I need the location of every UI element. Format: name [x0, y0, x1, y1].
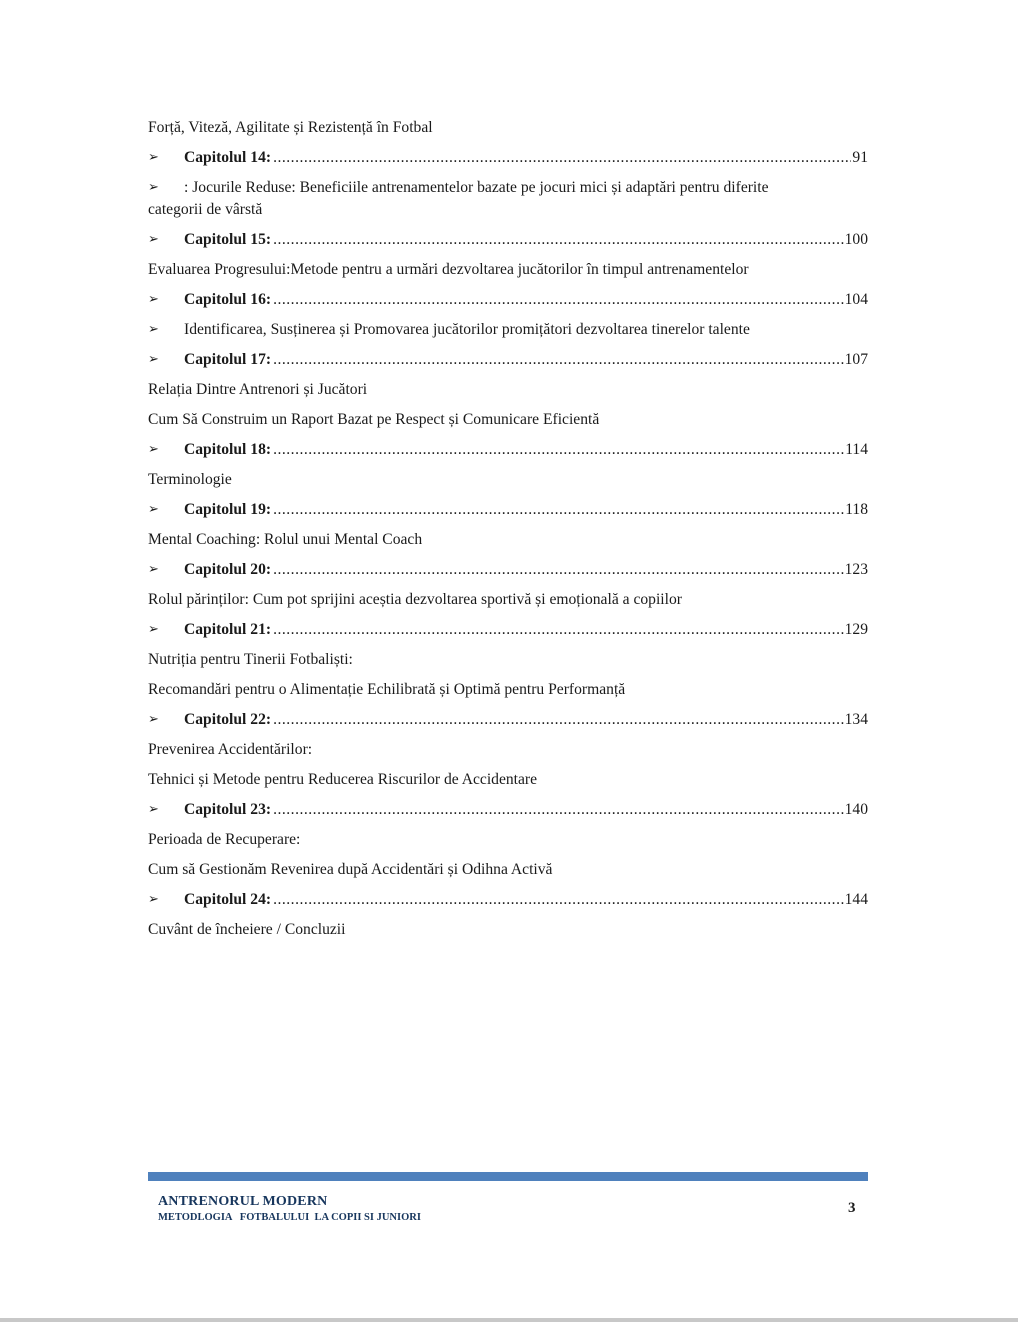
dot-leader — [273, 499, 844, 521]
arrowhead-bullet-icon: ➢ — [148, 232, 159, 247]
chapter-label: Capitolul 18: — [184, 441, 272, 458]
arrowhead-bullet-icon: ➢ — [148, 292, 159, 307]
dot-leader — [273, 799, 844, 821]
dot-leader — [273, 289, 844, 311]
chapter-page-number: 140 — [844, 801, 868, 818]
toc-text-line: Cum Să Construim un Raport Bazat pe Respect și Comunicare Eficientă — [148, 411, 600, 428]
arrowhead-bullet-icon: ➢ — [148, 712, 159, 727]
chapter-page-number: 134 — [844, 711, 868, 728]
toc-text-line: Perioada de Recuperare: — [148, 831, 301, 848]
chapter-page-number: 104 — [844, 291, 868, 308]
page-bottom-edge — [0, 1318, 1018, 1322]
toc-text-line: Nutriția pentru Tinerii Fotbaliști: — [148, 651, 353, 668]
toc-chapter-entry[interactable] — [148, 147, 868, 169]
toc-chapter-entry[interactable] — [148, 619, 868, 641]
dot-leader — [273, 229, 844, 251]
dot-leader — [273, 559, 844, 581]
chapter-page-number: 107 — [844, 351, 868, 368]
chapter-page-number: 123 — [844, 561, 868, 578]
table-of-contents — [148, 117, 868, 949]
toc-text-line: Forță, Viteză, Agilitate și Rezistență în Fotbal — [148, 119, 433, 136]
footer-title: ANTRENORUL MODERN — [158, 1194, 328, 1209]
dot-leader — [273, 349, 844, 371]
arrowhead-bullet-icon: ➢ — [148, 150, 159, 165]
arrowhead-bullet-icon: ➢ — [148, 442, 159, 457]
chapter-label: Capitolul 23: — [184, 801, 272, 818]
toc-chapter-entry[interactable] — [148, 889, 868, 911]
chapter-page-number: 129 — [844, 621, 868, 638]
arrowhead-bullet-icon: ➢ — [148, 562, 159, 577]
chapter-page-number: 114 — [845, 441, 868, 458]
toc-text-line: Prevenirea Accidentărilor: — [148, 741, 313, 758]
footer-subtitle: METODLOGIA FOTBALULUI LA COPII SI JUNIORI — [158, 1212, 421, 1223]
chapter-label: Capitolul 14: — [184, 149, 272, 166]
chapter-label: Capitolul 22: — [184, 711, 272, 728]
page-number: 3 — [848, 1200, 856, 1216]
chapter-label: Capitolul 21: — [184, 621, 272, 638]
toc-text-line: Rolul părinților: Cum pot sprijini aceștia dezvoltarea sportivă și emoțională a copiilor — [148, 591, 682, 608]
arrowhead-bullet-icon: ➢ — [148, 802, 159, 817]
arrowhead-bullet-icon: ➢ — [148, 502, 159, 517]
dot-leader — [273, 439, 844, 461]
dot-leader — [273, 889, 844, 911]
toc-text-line: Cum să Gestionăm Revenirea după Accidentări și Odihna Activă — [148, 861, 553, 878]
toc-chapter-entry[interactable] — [148, 799, 868, 821]
toc-text-line: Recomandări pentru o Alimentație Echilibrată și Optimă pentru Performanță — [148, 681, 626, 698]
toc-text-line: Relația Dintre Antrenori și Jucători — [148, 381, 368, 398]
dot-leader — [273, 147, 851, 169]
toc-chapter-entry[interactable] — [148, 439, 868, 461]
chapter-page-number: 91 — [852, 149, 868, 166]
arrowhead-bullet-icon: ➢ — [148, 892, 159, 907]
dot-leader — [273, 619, 844, 641]
toc-chapter-entry[interactable] — [148, 289, 868, 311]
arrowhead-bullet-icon: ➢ — [148, 352, 159, 367]
chapter-page-number: 100 — [844, 231, 868, 248]
toc-bullet-line: ➢ Identificarea, Susținerea și Promovarea jucătorilor promițători dezvoltarea tinerelor talente — [148, 319, 868, 341]
chapter-label: Capitolul 24: — [184, 891, 272, 908]
toc-chapter-entry[interactable] — [148, 229, 868, 251]
toc-text-line: Terminologie — [148, 471, 232, 488]
toc-bullet-line: ➢ : Jocurile Reduse: Beneficiile antrenamentelor bazate pe jocuri mici și adaptări pentru diferite categorii de vârstă — [148, 179, 769, 218]
toc-chapter-entry[interactable] — [148, 349, 868, 371]
toc-chapter-entry[interactable] — [148, 499, 868, 521]
chapter-label: Capitolul 17: — [184, 351, 272, 368]
chapter-label: Capitolul 16: — [184, 291, 272, 308]
footer-divider-bar — [148, 1172, 868, 1181]
arrowhead-bullet-icon: ➢ — [148, 180, 159, 195]
toc-text-line: Tehnici și Metode pentru Reducerea Riscurilor de Accidentare — [148, 771, 538, 788]
chapter-page-number: 144 — [844, 891, 868, 908]
chapter-page-number: 118 — [845, 501, 868, 518]
chapter-label: Capitolul 20: — [184, 561, 272, 578]
chapter-label: Capitolul 19: — [184, 501, 272, 518]
toc-text-line: Cuvânt de încheiere / Concluzii — [148, 921, 346, 938]
chapter-label: Capitolul 15: — [184, 231, 272, 248]
dot-leader — [273, 709, 844, 731]
toc-text-line: Evaluarea Progresului:Metode pentru a urmări dezvoltarea jucătorilor în timpul antrenamentelor — [148, 261, 749, 278]
arrowhead-bullet-icon: ➢ — [148, 322, 159, 337]
toc-text-line: Mental Coaching: Rolul unui Mental Coach — [148, 531, 423, 548]
toc-chapter-entry[interactable] — [148, 709, 868, 731]
arrowhead-bullet-icon: ➢ — [148, 622, 159, 637]
toc-chapter-entry[interactable] — [148, 559, 868, 581]
